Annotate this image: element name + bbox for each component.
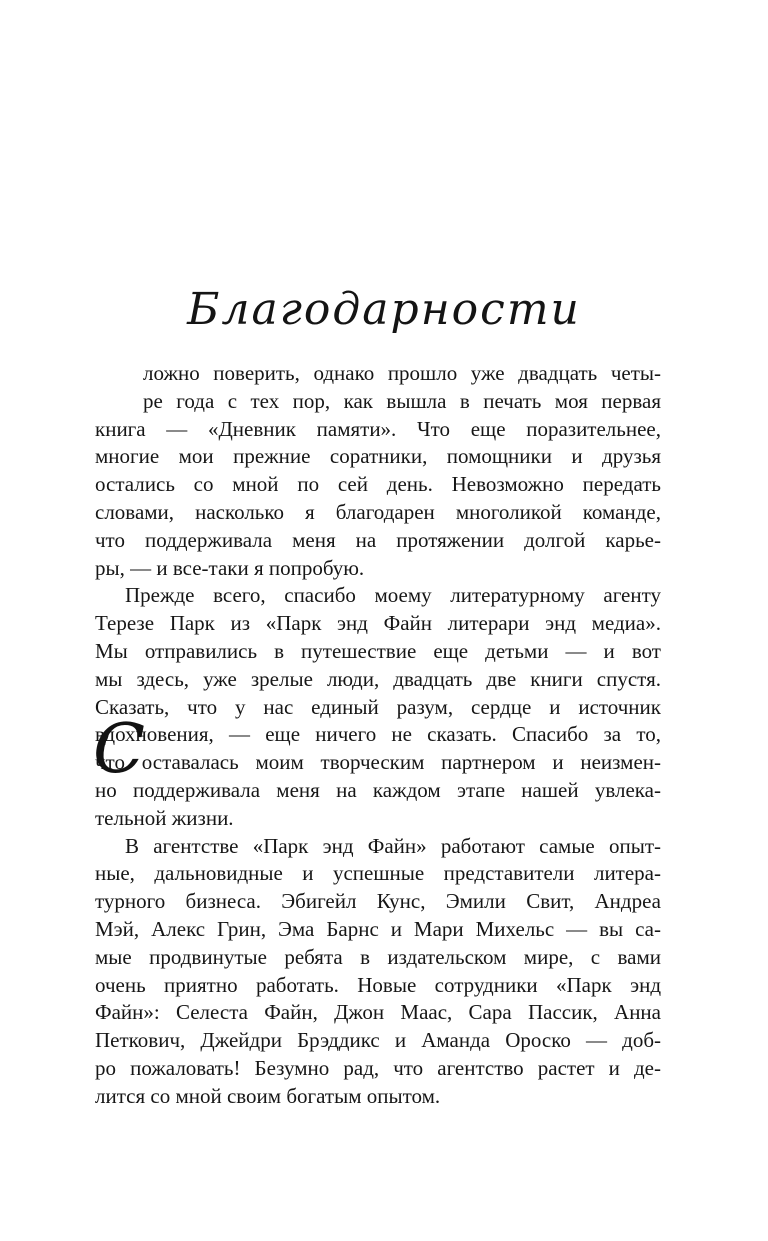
text-block bbox=[95, 360, 661, 1111]
text-line: остались со мной по сей день. Невозможно передать bbox=[95, 472, 661, 497]
text-line: ры, — и все-таки я попробую. bbox=[95, 555, 365, 580]
text-line: что поддерживала меня на протяжении долгой карье- bbox=[95, 527, 661, 552]
paragraph-3 bbox=[95, 833, 661, 1111]
text-line: Сказать, что у нас единый разум, сердце и источник bbox=[95, 694, 661, 719]
text-line: ре года с тех пор, как вышла в печать моя первая bbox=[143, 388, 661, 413]
text-line: Файн»: Селеста Файн, Джон Маас, Сара Пассик, Анна bbox=[95, 1000, 661, 1025]
drop-cap-letter: С bbox=[93, 710, 146, 789]
text-line: Терезе Парк из «Парк энд Файн литерари энд медиа». bbox=[95, 611, 661, 636]
text-line: турного бизнеса. Эбигейл Кунс, Эмили Свит, Андреа bbox=[95, 889, 661, 914]
text-line: ро пожаловать! Безумно рад, что агентство растет и де- bbox=[95, 1055, 661, 1080]
text-line: очень приятно работать. Новые сотрудники «Парк энд bbox=[95, 972, 661, 997]
text-line: ложно поверить, однако прошло уже двадцать четы- bbox=[143, 361, 661, 385]
text-line: тельной жизни. bbox=[95, 805, 234, 830]
text-line: но поддерживала меня на каждом этапе нашей увлека- bbox=[95, 777, 661, 802]
text-line: вдохновения, — еще ничего не сказать. Спасибо за то, bbox=[95, 722, 661, 747]
text-line: многие мои прежние соратники, помощники и друзья bbox=[95, 444, 661, 469]
text-line: лится со мной своим богатым опытом. bbox=[95, 1083, 441, 1108]
text-line: Петкович, Джейдри Брэддикс и Аманда Ороско — доб- bbox=[95, 1028, 661, 1053]
text-line: мые продвинутые ребята в издательском мире, с вами bbox=[95, 944, 661, 969]
text-line: Мэй, Алекс Грин, Эма Барнс и Мари Михельс — вы са- bbox=[95, 916, 661, 941]
page-title: Благодарности bbox=[187, 284, 581, 335]
text-line: В агентстве «Парк энд Файн» работают самые опыт- bbox=[125, 833, 661, 858]
paragraph-1 bbox=[95, 360, 661, 582]
text-line: словами, насколько я благодарен многоликой команде, bbox=[95, 499, 661, 524]
text-line: что оставалась моим творческим партнером и неизмен- bbox=[95, 750, 661, 775]
text-line: книга — «Дневник памяти». Что еще поразительнее, bbox=[95, 416, 661, 441]
text-line: ные, дальновидные и успешные представители литера- bbox=[95, 861, 661, 886]
text-line: Прежде всего, спасибо моему литературному агенту bbox=[125, 583, 661, 608]
paragraph-2 bbox=[95, 582, 661, 832]
text-line: Мы отправились в путешествие еще детьми — и вот bbox=[95, 638, 661, 663]
text-line: мы здесь, уже зрелые люди, двадцать две книги спустя. bbox=[95, 666, 661, 691]
